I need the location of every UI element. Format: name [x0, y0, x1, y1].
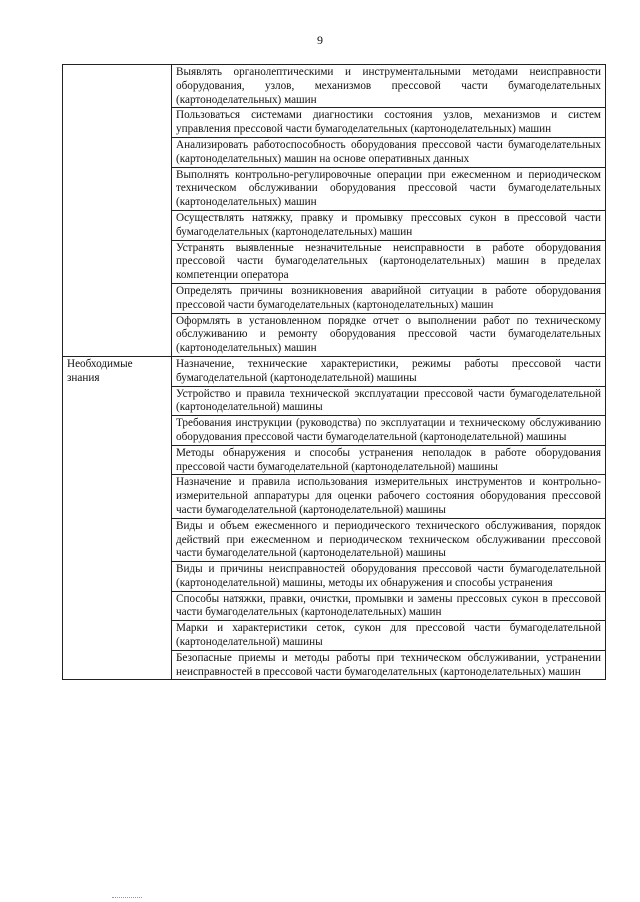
knowledge-label-cell: Необходимые знания	[63, 356, 172, 680]
knowledge-item: Устройство и правила технической эксплуатации прессовой части бумагоделательной (картоноделательной) машины	[172, 386, 606, 416]
skill-item: Оформлять в установленном порядке отчет о выполнении работ по техническому обслуживанию и ремонту оборудования прессовой части бумагоделательных (картоноделательных) машин	[172, 313, 606, 356]
page-number: 9	[317, 33, 323, 47]
skills-label-cell	[63, 65, 172, 357]
competency-table	[62, 64, 606, 680]
knowledge-item: Методы обнаружения и способы устранения неполадок в работе оборудования прессовой части бумагоделательной (картоноделательной) машины	[172, 445, 606, 475]
knowledge-item: Назначение, технические характеристики, режимы работы прессовой части бумагоделательной (картоноделательной) машины	[172, 356, 606, 386]
skill-item: Осуществлять натяжку, правку и промывку прессовых сукон в прессовой части бумагоделательных (картоноделательных) машин	[172, 210, 606, 240]
scan-artifact	[112, 897, 142, 900]
skill-item: Устранять выявленные незначительные неисправности в работе оборудования прессовой части бумагоделательных (картоноделательных) машин в пределах компетенции оператора	[172, 240, 606, 283]
knowledge-item: Марки и характеристики сеток, сукон для прессовой части бумагоделательной (картоноделательной) машины	[172, 621, 606, 651]
skill-item: Определять причины возникновения аварийной ситуации в работе оборудования прессовой части бумагоделательных (картоноделательных) машин	[172, 283, 606, 313]
table-row	[63, 356, 606, 386]
skill-item: Пользоваться системами диагностики состояния узлов, механизмов и систем управления прессовой части бумагоделательных (картоноделательных) машин	[172, 108, 606, 138]
knowledge-item: Виды и объем ежесменного и периодического технического обслуживания, порядок действий при ежесменном и периодическом техническом обслуживании прессовой части бумагоделательной (картоноделательной) машины	[172, 518, 606, 561]
skill-item: Выявлять органолептическими и инструментальными методами неисправности оборудования, узлов, механизмов прессовой части бумагоделательных (картоноделательных) машин	[172, 65, 606, 108]
skill-item: Выполнять контрольно-регулировочные операции при ежесменном и периодическом техническом обслуживании оборудования прессовой части бумагоделательных (картоноделательных) машин	[172, 167, 606, 210]
knowledge-item: Способы натяжки, правки, очистки, промывки и замены прессовых сукон в прессовой части бумагоделательных (картоноделательных) машин	[172, 591, 606, 621]
table-row	[63, 65, 606, 108]
knowledge-item: Назначение и правила использования измерительных инструментов и контрольно-измерительной аппаратуры для оценки рабочего состояния оборудования прессовой части бумагоделательной (картоноделательной) машины	[172, 475, 606, 518]
knowledge-item: Безопасные приемы и методы работы при техническом обслуживании, устранении неисправностей в прессовой части бумагоделательных (картоноделательных) машин	[172, 650, 606, 680]
knowledge-item: Виды и причины неисправностей оборудования прессовой части бумагоделательной (картоноделательной) машины, методы их обнаружения и способы устранения	[172, 562, 606, 592]
knowledge-item: Требования инструкции (руководства) по эксплуатации и техническому обслуживанию оборудования прессовой части бумагоделательной (картоноделательной) машины	[172, 416, 606, 446]
skill-item: Анализировать работоспособность оборудования прессовой части бумагоделательных (картоноделательных) машин на основе оперативных данных	[172, 137, 606, 167]
